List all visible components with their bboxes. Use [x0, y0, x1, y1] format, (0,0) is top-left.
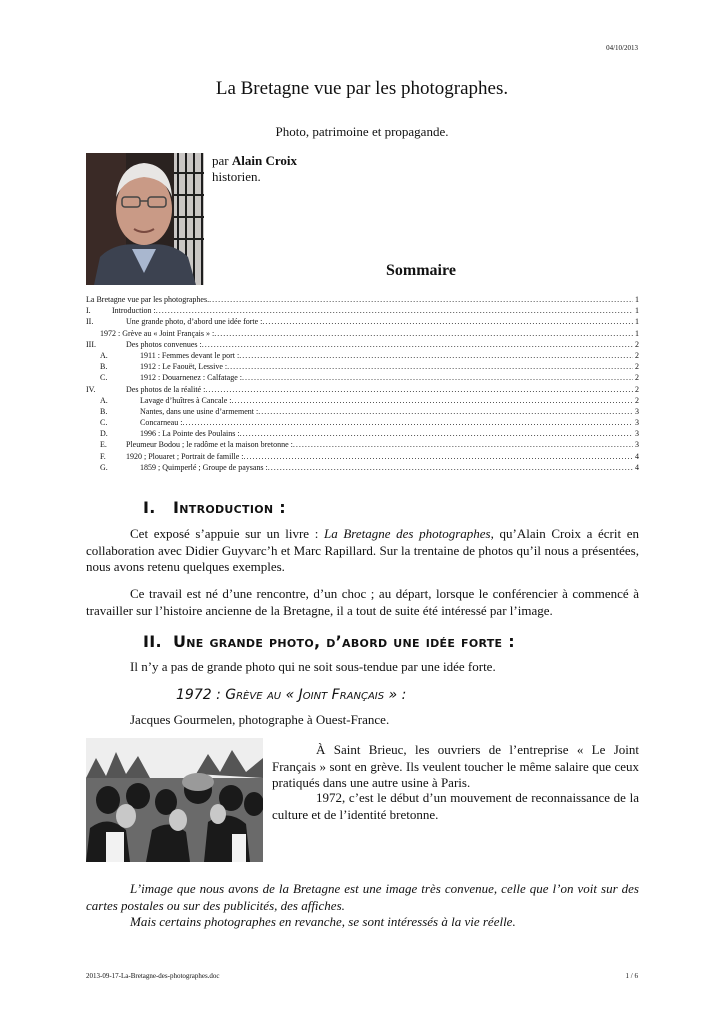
closing-paragraph-1: L’image que nous avons de la Bretagne est une image très convenue, celle que l’on voit sur des cartes postales ou sur des publicités, des affiches.: [86, 881, 639, 913]
table-of-contents: [86, 294, 639, 473]
toc-entry[interactable]: [86, 294, 639, 305]
toc-entry-number: C.: [100, 418, 108, 428]
toc-entry-label: 1920 ; Plouaret ; Portrait de famille :: [126, 451, 244, 461]
author-role: historien.: [212, 169, 261, 184]
section-1-title: Introduction :: [173, 498, 286, 517]
toc-entry[interactable]: [86, 372, 639, 383]
toc-entry-page: 1: [635, 306, 639, 316]
toc-entry[interactable]: [86, 428, 639, 439]
toc-entry-label: 1996 : La Pointe des Poulains :: [140, 429, 240, 439]
toc-entry-page: 2: [635, 373, 639, 383]
toc-entry-page: 2: [635, 362, 639, 372]
toc-entry[interactable]: [86, 316, 639, 327]
toc-entry-number: D.: [100, 429, 108, 439]
toc-entry-page: 4: [635, 451, 639, 461]
toc-entry-number: G.: [100, 462, 108, 472]
book-title: La Bretagne des photographes,: [323, 526, 494, 541]
footer-filename: 2013-09-17-La-Bretagne-des-photographes.doc: [86, 972, 220, 980]
author-portrait-photo: [86, 153, 204, 285]
section-2-paragraph-1: À Saint Brieuc, les ouvriers de l’entreprise « Le Joint Français » sont en grève. Ils veulent toucher le même salaire que ceux pratiqués dans une autre usine à Paris.: [272, 742, 639, 790]
author-name: Alain Croix: [231, 153, 297, 168]
toc-entry-label: Des photos convenues :: [126, 339, 202, 349]
toc-entry-label: La Bretagne vue par les photographes.: [86, 295, 210, 304]
closing-paragraph-2: Mais certains photographes en revanche, se sont intéressés à la vie réelle.: [130, 914, 516, 929]
toc-entry[interactable]: [86, 462, 639, 473]
toc-entry-number: C.: [100, 373, 108, 383]
toc-dot-leader: [182, 417, 633, 428]
toc-entry-label: 1972 : Grève au « Joint Français » :: [100, 328, 215, 338]
toc-entry-number: E.: [100, 440, 107, 450]
toc-entry-number: B.: [100, 406, 108, 416]
toc-entry-number: IV.: [86, 384, 96, 394]
author-prefix: par: [212, 153, 229, 168]
section-2-paragraph-2: 1972, c’est le début d’un mouvement de reconnaissance de la culture et de l’identité bretonne.: [272, 790, 639, 822]
toc-dot-leader: [262, 316, 633, 327]
toc-entry-page: 2: [635, 350, 639, 360]
footer-page-number: 1 / 6: [625, 972, 638, 980]
toc-dot-leader: [209, 294, 633, 305]
toc-entry-label: Lavage d’huîtres à Cancale :: [140, 395, 232, 405]
toc-dot-leader: [202, 339, 633, 350]
toc-dot-leader: [214, 328, 633, 339]
toc-entry-page: 2: [635, 384, 639, 394]
toc-entry-page: 2: [635, 395, 639, 405]
document-subtitle: Photo, patrimoine et propagande.: [275, 124, 449, 139]
toc-dot-leader: [244, 451, 633, 462]
section-2-heading: [143, 632, 515, 651]
paragraph-text: Cet exposé s’appuie sur un livre :: [130, 526, 324, 541]
toc-entry-number: F.: [100, 451, 106, 461]
toc-entry[interactable]: [86, 451, 639, 462]
toc-entry-number: B.: [100, 362, 108, 372]
toc-entry-page: 1: [635, 317, 639, 327]
toc-entry-number: I.: [86, 306, 91, 316]
paragraph-text: qu’Alain Croix a écrit en collaboration avec Didier Guyvarc’h et Marc Rapillard. Sur la trentaine de photos qu’il nous a présentées, nous avons retenu quelques exemples.: [86, 526, 639, 574]
toc-entry-page: 1: [635, 328, 639, 338]
toc-entry-page: 3: [635, 429, 639, 439]
toc-dot-leader: [242, 372, 633, 383]
toc-entry[interactable]: [86, 439, 639, 450]
photographer-credit: Jacques Gourmelen, photographe à Ouest-France.: [130, 712, 390, 727]
section-1-heading: [143, 498, 286, 517]
section-2-title: Une grande photo, d’abord une idée forte :: [173, 632, 515, 651]
toc-entry-page: 3: [635, 440, 639, 450]
section-2-intro: Il n’y a pas de grande photo qui ne soit sous-tendue par une idée forte.: [130, 659, 496, 674]
toc-dot-leader: [258, 406, 633, 417]
toc-entry-label: 1859 ; Quimperlé ; Groupe de paysans :: [140, 462, 268, 472]
toc-entry[interactable]: [86, 361, 639, 372]
toc-entry-label: Des photos de la réalité :: [126, 384, 206, 394]
toc-dot-leader: [240, 428, 633, 439]
toc-entry-label: Une grande photo, d’abord une idée forte :: [126, 317, 263, 327]
toc-entry-page: 1: [635, 295, 639, 304]
document-date: 04/10/2013: [606, 44, 638, 52]
subsection-heading: 1972 : Grève au « Joint Français » :: [176, 687, 407, 703]
toc-entry-number: A.: [100, 395, 108, 405]
toc-entry-page: 3: [635, 406, 639, 416]
toc-dot-leader: [293, 439, 633, 450]
toc-dot-leader: [156, 305, 633, 316]
section-1-paragraph-2: Ce travail est né d’une rencontre, d’un choc ; au départ, lorsque le conférencier à commencé à travailler sur l’histoire ancienne de la Bretagne, il a tout de suite été intéressé par l’image.: [86, 586, 639, 618]
toc-entry[interactable]: [86, 417, 639, 428]
toc-entry-label: Concarneau :: [140, 418, 183, 428]
toc-entry-label: Pleumeur Bodou ; le radôme et la maison bretonne :: [126, 440, 293, 450]
strike-photo: [86, 738, 263, 862]
document-title: La Bretagne vue par les photographes.: [215, 78, 509, 99]
toc-entry[interactable]: [86, 328, 639, 339]
section-1-paragraph-1: [86, 526, 639, 576]
toc-entry-label: Introduction :: [112, 306, 156, 316]
toc-entry[interactable]: [86, 395, 639, 406]
toc-entry-page: 3: [635, 418, 639, 428]
toc-entry-number: II.: [86, 317, 94, 327]
toc-heading: Sommaire: [386, 262, 456, 279]
toc-entry[interactable]: [86, 305, 639, 316]
toc-entry-number: III.: [86, 339, 96, 349]
toc-entry-label: 1912 : Le Faouët, Lessive :: [140, 362, 228, 372]
toc-dot-leader: [268, 462, 633, 473]
toc-entry[interactable]: [86, 350, 639, 361]
section-2-number: II.: [143, 632, 162, 651]
toc-entry[interactable]: [86, 406, 639, 417]
toc-entry-label: 1912 : Douarnenez : Calfatage :: [140, 373, 242, 383]
toc-entry-number: A.: [100, 350, 108, 360]
toc-entry-page: 4: [635, 462, 639, 472]
toc-entry[interactable]: [86, 339, 639, 350]
toc-dot-leader: [227, 361, 633, 372]
toc-entry-page: 2: [635, 339, 639, 349]
toc-entry[interactable]: [86, 384, 639, 395]
toc-dot-leader: [205, 384, 633, 395]
toc-dot-leader: [232, 395, 633, 406]
toc-dot-leader: [239, 350, 633, 361]
toc-entry-label: 1911 : Femmes devant le port :: [140, 350, 240, 360]
section-1-number: I.: [143, 498, 156, 517]
author-block: [212, 153, 297, 185]
toc-entry-label: Nantes, dans une usine d’armement :: [140, 406, 259, 416]
